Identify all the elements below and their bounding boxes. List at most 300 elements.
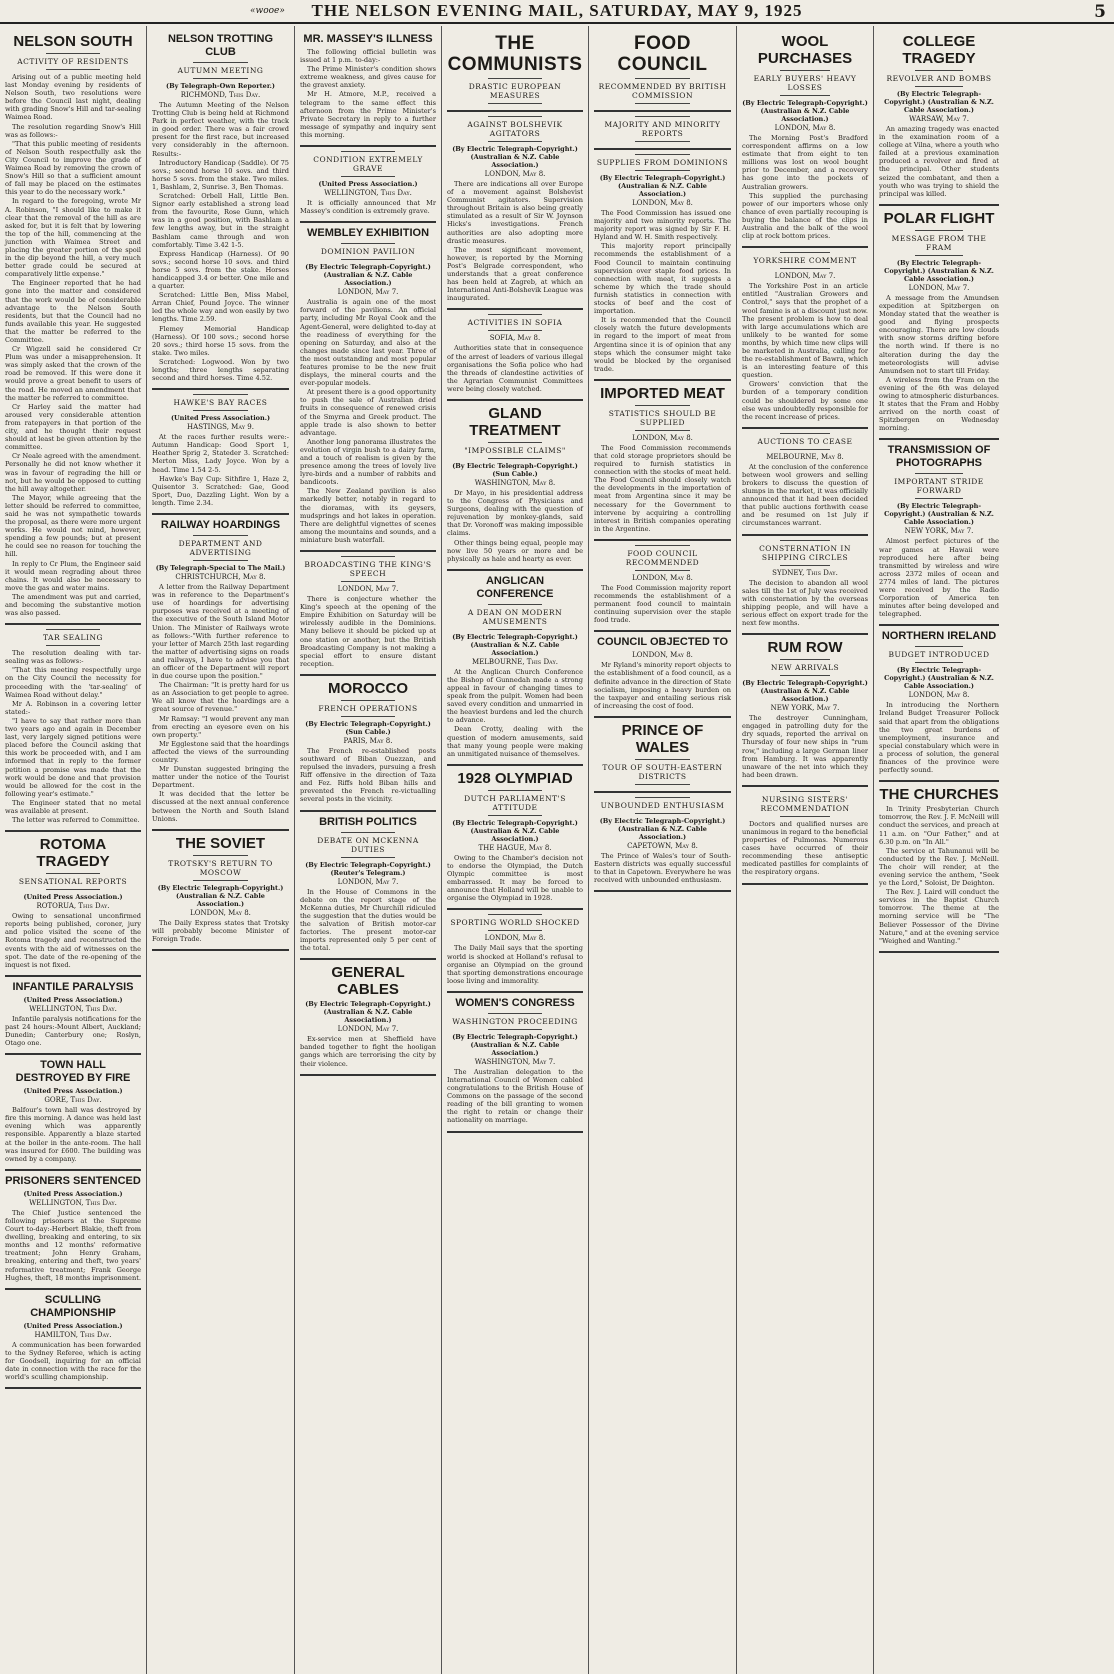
article-separator [300, 1074, 436, 1076]
divider [635, 784, 690, 785]
article-separator [300, 674, 436, 676]
article-dateline: LONDON, May 8. [632, 199, 693, 207]
article-paragraph: The Engineer stated that no metal was available at present. [5, 798, 141, 815]
article [5, 981, 141, 1047]
article-body [447, 489, 583, 563]
article-separator [5, 830, 141, 832]
article-separator [300, 550, 436, 552]
masthead [0, 0, 1114, 24]
divider [341, 581, 395, 582]
article-credit: (By Electric Telegraph-Copyright.) (Australian & N.Z. Cable Association.) [884, 90, 994, 114]
article-credit: (United Press Association.) [318, 180, 418, 189]
article-body [300, 747, 436, 804]
article-paragraph: The Chairman: "It is pretty hard for us as an Association to get people to agree. We all know that the hoardings are a great source of revenue." [152, 681, 289, 714]
article-separator [447, 991, 583, 993]
divider [193, 560, 248, 561]
article-body [879, 125, 999, 198]
article-body [5, 912, 141, 969]
article-credit: (By Electric Telegraph-Copyright.) (Australian & N.Z. Cable Association.) [884, 666, 994, 691]
article-body [5, 1209, 141, 1282]
article-headline: GENERAL CABLES [331, 964, 405, 999]
article-subheading: MAJORITY AND MINORITY REPORTS [604, 120, 721, 138]
article-paragraph: There are indications all over Europe of a movement against Bolshevist Communist agitators. Supervision throughout Britain is also being greatly stimulated as a result of Sir W. Joynson Hicks's investigations. French authorities are also adopting more drastic measures. [447, 180, 583, 245]
article-body [742, 134, 868, 240]
article [742, 252, 868, 421]
article-paragraph: Mr A. Robinson in a covering letter stated:- [5, 699, 141, 716]
article [742, 791, 868, 877]
article-paragraph: Mr H. Atmore, M.P., received a telegram to the same effect this afternoon from the Prime Minister's Private Secretary in reply to a further message of sympathy and inquiry sent this morning. [300, 90, 436, 139]
article [300, 680, 436, 804]
article [5, 836, 141, 969]
article [152, 835, 289, 943]
article-credit: (By Electric Telegraph-Copyright.) (Australian & N.Z. Cable Association.) [599, 174, 726, 198]
article-separator [447, 1131, 583, 1133]
article-body [300, 199, 436, 215]
article-headline: COUNCIL OBJECTED TO [597, 636, 728, 649]
divider [193, 394, 248, 395]
article-body [5, 73, 141, 617]
article-body [594, 444, 731, 533]
article-paragraph: Mr Dunstan suggested bringing the matter under the notice of the Tourist Department. [152, 765, 289, 790]
article-separator [447, 908, 583, 910]
article-subheading: IMPORTANT STRIDE FORWARD [894, 477, 984, 496]
article-dateline: LONDON, May 7. [337, 288, 399, 297]
article-dateline: LONDON, May 8. [190, 908, 251, 917]
article-subheading: WASHINGTON PROCEEDING [452, 1016, 578, 1026]
divider [635, 154, 690, 155]
article-paragraph: In introducing the Northern Ireland Budget Treasurer Pollock said that apart from the obligations the two great burdens of unemployment, insurance and special constabulary which were in a process of solution, the general finances of the province were perfectly sound. [879, 701, 999, 775]
article-paragraph: Owing to sensational unconfirmed reports being published, coroner, jury and police visited the scene of the Rotoma tragedy and reconstructed the events with the aid of witnesses on the spot. The date of the re-opening of the inquest is not fixed. [5, 912, 141, 969]
divider [635, 813, 690, 814]
article-paragraph: The Daily Mail says that the sporting world is shocked at Holland's refusal to organise an Olympiad on the ground that sporting demonstrations encourage loose living and immorality. [447, 944, 583, 985]
article-separator [5, 1169, 141, 1171]
article-dateline: THE HAGUE, May 8. [478, 843, 552, 852]
article-subheading: TROTSKY'S RETURN TO MOSCOW [168, 858, 273, 877]
article-paragraph: An amazing tragedy was enacted in the examination room of a college at Vilna, where a youth who failed at a previous examination produced a revolver and fired at the principal. Other students seized the combatant, and then a youth who was trying to shield the principal was killed. [879, 125, 999, 198]
article-separator [152, 513, 289, 515]
article-paragraph: Other things being equal, people may now live 50 years or more and be physically as hale and hearty as ever. [447, 538, 583, 563]
article-paragraph: The Food Commission has issued one majority and two minority reports. The majority report was signed by Sir F. H. Hyland and W. H. Smith respectively. [594, 209, 731, 242]
article-paragraph: Mr Ramsay: "I would prevent any man from erecting an eyesore even on his own property." [152, 714, 289, 739]
article-body [5, 1015, 141, 1047]
article-paragraph: Flemey Memorial Handicap (Harness). Of 100 sovs.; second horse 20 sovs.; third horse 15 sovs. from the stake. Two miles. [152, 324, 289, 357]
article-dateline: CAPETOWN, May 8. [627, 841, 698, 850]
divider [193, 410, 248, 411]
article [152, 394, 289, 507]
article-paragraph: Express Handicap (Harness). Of 90 sovs.; second horse 10 sovs. and third horse 5 sovs. from the stake. Horses handicapped 3.4 or better. One mile and a quarter. [152, 249, 289, 291]
article-dateline: WELLINGTON, This Day. [29, 1198, 117, 1207]
article-headline: NELSON TROTTING CLUB [167, 33, 274, 58]
divider [341, 700, 395, 701]
article [879, 630, 999, 774]
article-body [594, 661, 731, 710]
article-paragraph: It is officially announced that Mr Massey's condition is extremely grave. [300, 199, 436, 216]
article-subheading: FRENCH OPERATIONS [318, 703, 418, 713]
divider [488, 458, 542, 459]
column-6 [737, 26, 874, 1674]
article-body [879, 294, 999, 433]
divider [915, 255, 963, 256]
article-subheading: ACTIVITY OF RESIDENTS [17, 57, 129, 66]
article-paragraph: Cr Wigzell said he considered Cr Plum was under a misapprehension. It was simply asked that the crown of the road be removed. If this were done it would prove a great benefit to users of the road. He moved an amendment that the matter be referred to committee. [5, 345, 141, 402]
article-separator [300, 145, 436, 147]
article-dateline: HASTINGS, May 9. [187, 423, 254, 432]
divider [780, 433, 830, 434]
article-body [300, 298, 436, 544]
article-headline: PRISONERS SENTENCED [5, 1174, 141, 1187]
article-separator [594, 110, 731, 112]
article-paragraph: The decision to abandon all wool sales till the 1st of July was received with consternation by the overseas shipping people, and will have a serious effect on export trade for the next few months. [742, 578, 868, 628]
divider [780, 449, 830, 450]
article-paragraph: At the races further results were:-Autumn Handicap: Good Sport 1, Heather Sprig 2, Stateder 3. Scratched: Merton Miss, Lady Joyce. Won by a head. Time 1.54 2-5. [152, 433, 289, 474]
divider [488, 604, 542, 605]
article-credit: (By Electric Telegraph-Copyright.) (Australian & N.Z. Cable Association.) [157, 883, 284, 908]
article-subheading: RECOMMENDED BY BRITISH COMMISSION [598, 82, 727, 100]
article-credit: (By Electric Telegraph-Copyright.) (Australian & N.Z. Cable Association.) [452, 145, 578, 169]
divider [488, 790, 542, 791]
article-paragraph: Mr Egglestone said that the hoardings affected the views of the surrounding country. [152, 739, 289, 764]
article-credit: (By Electric Telegraph-Copyright.) (Australian & N.Z. Cable Association.) [452, 632, 578, 657]
article-separator [742, 427, 868, 429]
article-paragraph: The Mayor, while agreeing that the letter should be referred to committee, said he was not sympathetic towards the proposal, as there were more urgent works. He would not mind, however, spending a few pounds; but at present he could see no reason for touching the hill. [5, 493, 141, 559]
article-paragraph: The destroyer Cunningham, engaged in patrolling duty for the dry squads, reported the arrival on Thursday of four new ships in "rum row," including a large German liner from Hamburg. It was apparently unaware of the net into which they had been drawn. [742, 714, 868, 779]
article-subheading: SPORTING WORLD SHOCKED [450, 918, 580, 928]
article [447, 33, 583, 104]
article-credit: (By Electric Telegraph-Copyright.) (Australian & N.Z. Cable Association.) [742, 99, 868, 123]
article-subheading: AGAINST BOLSHEVIK AGITATORS [467, 120, 563, 138]
column-2 [147, 26, 295, 1674]
article-headline: ANGLICAN CONFERENCE [476, 574, 554, 600]
article-separator [879, 624, 999, 626]
article-body [5, 1106, 141, 1163]
divider [488, 914, 542, 915]
article-paragraph: Scratched: Little Ben, Miss Mabel, Arran Chief, Pound Joyce. The winner led the whole way and won easily by two lengths. Time 2.59. [152, 291, 289, 324]
divider [780, 268, 830, 269]
article-subheading: "IMPOSSIBLE CLAIMS" [464, 445, 566, 455]
divider [635, 170, 690, 171]
article-paragraph: The New Zealand pavilion is also markedly better, notably in regard to the dioramas, with its geysers, mudsprings and hot lakes in operation. There are delightful vignettes of scenes among the mountains and sounds, and a miniature bush waterfall. [300, 487, 436, 544]
article [447, 575, 583, 758]
divider [780, 675, 830, 676]
article-dateline: CHRISTCHURCH, May 8. [175, 573, 266, 582]
article-headline: COLLEGE TRAGEDY [902, 33, 976, 67]
article-body [152, 919, 289, 943]
article-paragraph: This majority report principally recommends the establishment of a Food Council to maintain continuing supervision over staple food prices. In connection with meat, it suggests a scheme by which the trade should furnish statistics in connection with stocks of beef and the cost of importation. [594, 242, 731, 316]
article-headline: PRINCE OF WALES [621, 721, 704, 756]
article-paragraph: The Daily Express states that Trotsky will probably become Minister of Foreign Trade. [152, 918, 289, 943]
article-subheading: STATISTICS SHOULD BE SUPPLIED [608, 408, 717, 427]
article [447, 997, 583, 1125]
article-paragraph: Scratched: Orbell Hall, Little Ben. Signor early established a strong lead from the favourite, Rose Gunn, which was in a good position, with Bashlam a few lengths away, but in the straight Bashlam came through and won comfortably. Time 3.42 1-5. [152, 192, 289, 249]
article-subheading: SUPPLIES FROM DOMINIONS [596, 158, 729, 167]
article-paragraph: The Food Commission majority report recommends the establishment of a permanent food council to maintain continuing supervision over the staple food trade. [594, 583, 731, 625]
column-7 [874, 26, 1004, 1674]
divider [780, 791, 830, 792]
article-separator [594, 716, 731, 718]
article-separator [5, 975, 141, 977]
divider [780, 252, 830, 253]
divider [488, 1013, 542, 1014]
divider [193, 535, 248, 536]
divider [780, 565, 830, 566]
article-separator [300, 810, 436, 812]
article [300, 816, 436, 953]
article-subheading: DUTCH PARLIAMENT'S ATTITUDE [464, 793, 566, 812]
article-credit: (By Electric Telegraph-Copyright.) (Australian & N.Z. Cable Association.) [884, 258, 994, 283]
article-dateline: HAMILTON, This Day. [34, 1330, 112, 1339]
article-paragraph: Cr Neale agreed with the amendment. Personally he did not know whether it was in favour of regrading the hill or not, but he would be opposed to cutting the hill away altogether. [5, 452, 141, 493]
article-separator [152, 829, 289, 831]
article-paragraph: Owing to the Chamber's decision not to endorse the Olympiad, the Dutch Olympic committee is most embarrassed. It may be forced to announce that Holland will be unable to organise the Olympiad in 1928. [447, 853, 583, 903]
article [5, 629, 141, 824]
article-credit: (By Electric Telegraph-Copyright.) (Australian & N.Z. Cable Association.) [742, 679, 868, 704]
article-subheading: NEW ARRIVALS [770, 663, 840, 673]
article-headline: FOOD COUNCIL [617, 33, 708, 75]
divider [488, 330, 542, 331]
article-subheading: YORKSHIRE COMMENT [753, 256, 857, 266]
article-separator [879, 780, 999, 782]
divider [915, 646, 963, 647]
article-dateline: SYDNEY, This Day. [772, 568, 838, 577]
article-paragraph: The Engineer reported that he had gone into the matter and considered that the work would be of considerable advantage to the Nelson South residents, but that the Council had no funds available this year. He suggested that the matter be referred to the Committee. [5, 279, 141, 344]
article-body [447, 1068, 583, 1125]
article-paragraph: The Autumn Meeting of the Nelson Trotting Club is being held at Richmond Park in perfect weather, with the track in good order. There was a fair crowd present for the first race, but increased very considerably in the afternoon. Results:- [152, 101, 289, 158]
article [594, 545, 731, 624]
article-paragraph: The Australian delegation to the International Council of Women cabled congratulations to the British House of Commons on the passage of the second reading of the bill granting to women the right to retain or change their nationality on marriage. [447, 1067, 583, 1125]
article-subheading: DOMINION PAVILION [320, 247, 416, 257]
article-dateline: LONDON, May 7. [337, 877, 399, 886]
article [447, 116, 583, 302]
article-separator [594, 148, 731, 150]
article-headline: WOMEN'S CONGRESS [455, 996, 575, 1009]
divider [46, 873, 100, 874]
article-credit: (United Press Association.) [23, 995, 123, 1004]
column-4 [442, 26, 589, 1674]
article-body [447, 344, 583, 393]
article [5, 1175, 141, 1282]
article-paragraph: A communication has been forwarded to the Sydney Referee, which is acting for Goodsell, inquiring for an official date in connection with the race for the world's sculling championship. [5, 1340, 141, 1382]
article-body [447, 944, 583, 984]
article-paragraph: In Trinity Presbyterian Church tomorrow, the Rev. J. F. McNeill will conduct the services, and preach at 11 a.m. on "Our Father," and at 6.30 p.m. on "In All." [879, 805, 999, 846]
article-credit: (United Press Association.) [23, 1087, 123, 1096]
article-subheading: CONSTERNATION IN SHIPPING CIRCLES [759, 543, 851, 562]
divider [635, 759, 690, 760]
article-headline: ROTOMA TRAGEDY [36, 836, 110, 871]
article-separator [594, 890, 731, 892]
article-paragraph: A message from the Amundsen expedition at Spitzbergen on Monday stated that the weather is good and flying prospects encouraging. There are low clouds with snow storms drifting before the north wind. If there is no alteration during the day the meteorologists will advise Amundsen not to start till Friday. [879, 293, 999, 375]
article-separator [152, 388, 289, 390]
article-subheading: HAWKE'S BAY RACES [173, 398, 268, 408]
article-subheading: REVOLVER AND BOMBS [886, 74, 992, 83]
article-dateline: RICHMOND, This Day. [180, 91, 261, 99]
article-separator [742, 633, 868, 635]
article-body [447, 854, 583, 903]
article-subheading: BROADCASTING THE KING'S SPEECH [304, 560, 432, 579]
article-dateline: WASHINGTON, May 8. [474, 478, 556, 487]
divider [341, 556, 395, 557]
divider [488, 78, 542, 79]
divider [488, 815, 542, 816]
article-credit: (By Electric Telegraph-Copyright.) (Reuter's Telegram.) [305, 860, 431, 877]
article [152, 519, 289, 823]
article-body [879, 701, 999, 774]
article [447, 914, 583, 984]
article-credit: (By Telegraph-Special to The Mail.) [155, 564, 286, 573]
divider [488, 116, 542, 117]
divider [46, 889, 100, 890]
article [594, 116, 731, 142]
article-separator [5, 1053, 141, 1055]
article-subheading: CONDITION EXTREMELY GRAVE [313, 155, 423, 174]
article [594, 33, 731, 104]
divider [488, 629, 542, 630]
article-headline: MOROCCO [328, 679, 408, 697]
article-separator [300, 221, 436, 223]
article-paragraph: At the conclusion of the conference between wool growers and selling brokers to discuss the question of slumps in the market, it was officially announced that it had been decided that public auctions forthwith cease and be resumed on 1st July if circumstances warrant. [742, 462, 868, 528]
article-body [447, 668, 583, 758]
article [5, 33, 141, 617]
article-paragraph: "I have to say that rather more than two years ago and again in December last, very largely signed petitions were placed before the Council asking that this work be proceeded with, and I am informed that in reply to the former petition a promise was made that the work would be done and that provision would be allowed for the cost in the following year's estimate." [5, 716, 141, 798]
article-separator [742, 246, 868, 248]
article-dateline: LONDON, May 8. [632, 651, 693, 660]
article-separator [594, 791, 731, 793]
divider [193, 62, 248, 63]
article-dateline: LONDON, May 8. [632, 573, 693, 582]
article-dateline: GORE, This Day. [44, 1096, 102, 1105]
article [742, 433, 868, 528]
article-headline: TOWN HALL DESTROYED BY FIRE [15, 1059, 131, 1085]
article-body [879, 537, 999, 618]
article-paragraph: The French re-established posts southward of Biban Ouezzan, and repulsed the invaders, pursuing a fresh Riff offensive in the direction of Taza and Fez. Riffs hold Biban hills and prevented the French re-victualling several posts in the vicinity. [300, 746, 436, 804]
article-separator [152, 949, 289, 951]
article-paragraph: Hawke's Bay Cup: Sithfire 1, Haze 2, Quisentor 3. Scratched: Gae, Good Sport, Duo, Dazzling Light. Won by a length. Time 2.34. [152, 474, 289, 507]
divider [46, 629, 100, 630]
article-body [742, 463, 868, 528]
divider [488, 930, 542, 931]
article-dateline: LONDON, May 8. [484, 170, 546, 178]
article-paragraph: The Rev. J. Laird will conduct the services in the Baptist Church tomorrow. The theme at the morning service will be "The Believer Possessor of the Divine Nature," and at the evening service "Weighed and Wanting." [879, 888, 999, 945]
article-subheading: DEBATE ON MCKENNA DUTIES [317, 835, 419, 854]
divider [488, 103, 542, 104]
article-credit: (United Press Association.) [23, 893, 123, 902]
article-headline: IMPORTED MEAT [600, 384, 725, 402]
article-credit: (United Press Association.) [23, 1189, 123, 1198]
article-separator [594, 379, 731, 381]
divider [193, 78, 248, 79]
article-body [152, 583, 289, 823]
masthead-title: THE NELSON EVENING MAIL, SATURDAY, MAY 9, 1925 [311, 1, 803, 20]
article-body [152, 433, 289, 507]
article [300, 227, 436, 544]
article-dateline: LONDON, May 7. [337, 585, 399, 594]
article-body [152, 101, 289, 382]
divider [780, 70, 830, 71]
article [594, 722, 731, 785]
article-dateline: WARSAW, May 7. [909, 115, 969, 123]
article-paragraph: A letter from the Railway Department was in reference to the Department's use of hoardings for advertising purposes was received at a meeting of the executive of the South Island Motor Union. The Minister of Railways wrote as follows:-"With further reference to your letter of March 25th last regarding the matter of advertising signs on roads and railways, I have to advise you that an officer of the Department will report in due course upon the position." [152, 583, 289, 681]
divider [341, 176, 395, 177]
article-dateline: MELBOURNE, May 8. [766, 452, 844, 461]
article-dateline: LONDON, May 8. [484, 934, 546, 943]
article [742, 639, 868, 779]
article-paragraph: Authorities state that in consequence of the arrest of leaders of various illegal organisations the Sofia police who had the threads of clandestine activities of the Agrarian Communist Committees were being closely watched. [447, 344, 583, 393]
article-credit: (By Telegraph-Own Reporter.) [166, 82, 275, 90]
divider [635, 103, 690, 104]
masthead-left-mark: «wooe» [250, 6, 285, 16]
article-separator [879, 951, 999, 953]
article-paragraph: Dr Mayo, in his presidential address to the Congress of Physicians and Surgeons, dealing with the question of rejuvenation by monkey-glands, said that Dr. Voronoff was making impossible claims. [447, 488, 583, 538]
article-headline: MR. MASSEY'S ILLNESS [303, 33, 433, 45]
article-headline: BRITISH POLITICS [319, 815, 417, 828]
divider [915, 70, 963, 71]
article-separator [879, 204, 999, 206]
article-headline: WOOL PURCHASES [757, 33, 853, 67]
divider [341, 716, 395, 717]
article-credit: (By Electric Telegraph-Copyright.) (Sun Cable.) [452, 461, 578, 478]
article-credit: (United Press Association.) [23, 1321, 123, 1330]
article [594, 797, 731, 884]
divider [193, 880, 248, 881]
article-paragraph: In reply to Cr Plum, the Engineer said it would mean regrading about three chains. It would also be necessary to move the gas and water mains. [5, 559, 141, 592]
article-dateline: NEW YORK, May 7. [770, 704, 840, 713]
article-paragraph: Introductory Handicap (Saddle). Of 75 sovs.; second horse 10 sovs. and third horse 5 sovs. from the stake. Two miles. 1, Bashlam, 2, Sunrise. 3, Ben Thomas. [152, 158, 289, 191]
article-paragraph: The Food Commission recommends that cold storage proprietors should be required to furnish statistics in connection with the stocks of meat held. The Food Council should closely watch the developments in the importation of meat from Argentina since it may be necessary for the Government to intervene by acquiring a controlling interest in British companies operating in the Argentine. [594, 443, 731, 533]
divider [635, 405, 690, 406]
column-3 [295, 26, 442, 1674]
article-subheading: A DEAN ON MODERN AMUSEMENTS [467, 607, 563, 626]
article-subheading: AUTUMN MEETING [177, 66, 264, 75]
article-body [5, 1341, 141, 1381]
article-paragraph: The Morning Post's Bradford correspondent affirms on a low estimate that from eight to ten millions was lost on wool bought prior to December, and a recovery has gone into the pockets of Australian growers. [742, 134, 868, 191]
article-subheading: FOOD COUNCIL RECOMMENDED [625, 548, 700, 567]
article-subheading: MESSAGE FROM THE FRAM [891, 233, 987, 252]
article-dateline: LONDON, May 8. [632, 433, 693, 442]
article-separator [447, 764, 583, 766]
article [152, 33, 289, 382]
divider [341, 259, 395, 260]
article-separator [447, 569, 583, 571]
article-paragraph: The Yorkshire Post in an article entitled "Australian Growers and Control," says that the prophet of a wool famine is at a discount just now. The present problem is how to deal with large accumulations which are unlikely to be wanted for some months, by which time new clips will be marketed in Australia, calling for the re-establishment of Bawra, which is an interesting feature of this question. [742, 282, 868, 380]
article-paragraph: The resolution regarding Snow's Hill was as follows:- [5, 122, 141, 139]
article-headline: NELSON SOUTH [13, 33, 133, 50]
divider [635, 430, 690, 431]
divider [635, 545, 690, 546]
divider [915, 230, 963, 231]
article-dateline: MELBOURNE, This Day. [472, 657, 558, 666]
article-body [742, 714, 868, 779]
divider [46, 69, 100, 70]
article-paragraph: There is conjecture whether the King's speech at the opening of the Empire Exhibition on Saturday will be wirelessly audible in the Dominions. Many believe it should be picked up at one station or another, but the British Broadcasting Company is not making a special effort to ensure distant reception. [300, 595, 436, 668]
divider [915, 473, 963, 474]
article-headline: THE CHURCHES [879, 786, 999, 804]
article-body [300, 48, 436, 139]
column-1 [0, 26, 147, 1674]
article [300, 556, 436, 668]
article-body [594, 209, 731, 373]
article-paragraph: The most significant movement, however, is reported by the Morning Post's Belgrade correspondent, who understands that a great conference has been held at Zagreb, at which an International Anti-Bolshevik League was inaugurated. [447, 245, 583, 303]
divider [341, 857, 395, 858]
article [742, 540, 868, 628]
divider [635, 78, 690, 79]
article-separator [742, 534, 868, 536]
divider [915, 86, 963, 87]
article-paragraph: Mr Ryland's minority report objects to the establishment of a food council, as a definite advance in the direction of State socialism, imposing a heavy burden on the taxpayer and entailing serious risk of increasing the cost of food. [594, 661, 731, 710]
divider [635, 570, 690, 571]
article-headline: 1928 OLYMPIAD [457, 769, 573, 787]
article-dateline: LONDON, May 7. [337, 1025, 399, 1034]
article-paragraph: The Chief Justice sentenced the following prisoners at the Supreme Court to-day:-Herbert Blakie, theft from dwelling, breaking and entering, to six months and 12 months' reformative treatment; John Henry Graham, breaking, entering and theft, two years' reformative treatment; Frank George Hughes, theft, 18 months imprisonment. [5, 1208, 141, 1282]
article-credit: (By Electric Telegraph-Copyright.) (Australian & N.Z. Cable Association.) [884, 502, 994, 527]
